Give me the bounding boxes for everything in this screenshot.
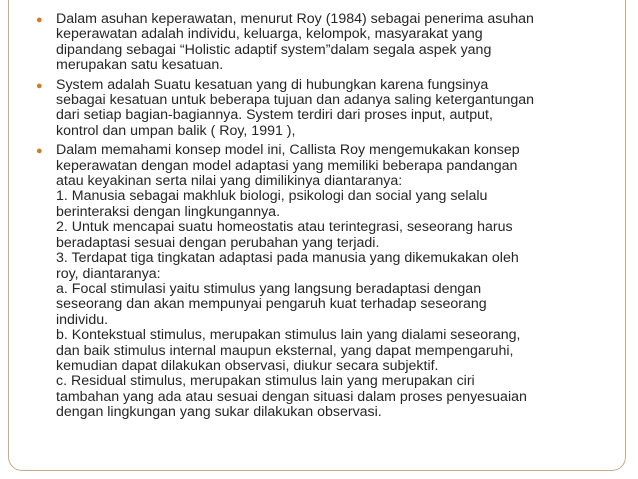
bullet-dot-icon: ● [36,145,43,158]
bullet-text: Dalam asuhan keperawatan, menurut Roy (1984) sebagai penerima asuhan keperawatan adalah individu, keluarga, kelompok, masyarakat yang dipandang sebagai “Holistic adaptif system”dalam segala aspek yang merupakan satu kesatuan. [56,11,534,74]
bullet-item [0,12,638,74]
bullet-dot-icon: ● [36,14,43,26]
bullet-text: Dalam memahami konsep model ini, Callista Roy mengemukakan konsep keperawatan dengan model adaptasi yang memiliki beberapa pandangan atau keyakinan serta nilai yang dimilikinya diantaranya: 1. Manusia sebagai makhluk biologi, psikologi dan social yang selalu berinteraksi dengan lingkungannya. 2. Untuk mencapai suatu homeostatis atau terintegrasi, seseorang harus beradaptasi sesuai dengan perubahan yang terjadi. 3. Terdapat tiga tingkatan adaptasi pada manusia yang dikemukakan oleh roy, diantaranya: a. Focal stimulasi yaitu stimulus yang langsung beradaptasi dengan seseorang dan akan mempunyai pengaruh kuat terhadap seseorang individu. b. Kontekstual stimulus, merupakan stimulus lain yang dialami seseorang, dan baik stimulus internal maupun eksternal, yang dapat mempengaruhi, kemudian dapat dilakukan observasi, diukur secara subjektif. c. Residual stimulus, merupakan stimulus lain yang merupakan ciri tambahan yang ada atau sesuai dengan situasi dalam proses penyesuaian dengan lingkungan yang sukar dilakukan observasi. [56,142,527,421]
bullet-item [0,143,638,420]
bullet-item [0,78,638,140]
bullet-text: System adalah Suatu kesatuan yang di hubungkan karena fungsinya sebagai kesatuan untuk beberapa tujuan dan adanya saling ketergantungan dari setiap bagian-bagiannya. System terdiri dari proses input, autput, kontrol dan umpan balik ( Roy, 1991 ), [56,76,535,139]
bullet-list [0,12,638,425]
bullet-dot-icon: ● [36,79,43,92]
